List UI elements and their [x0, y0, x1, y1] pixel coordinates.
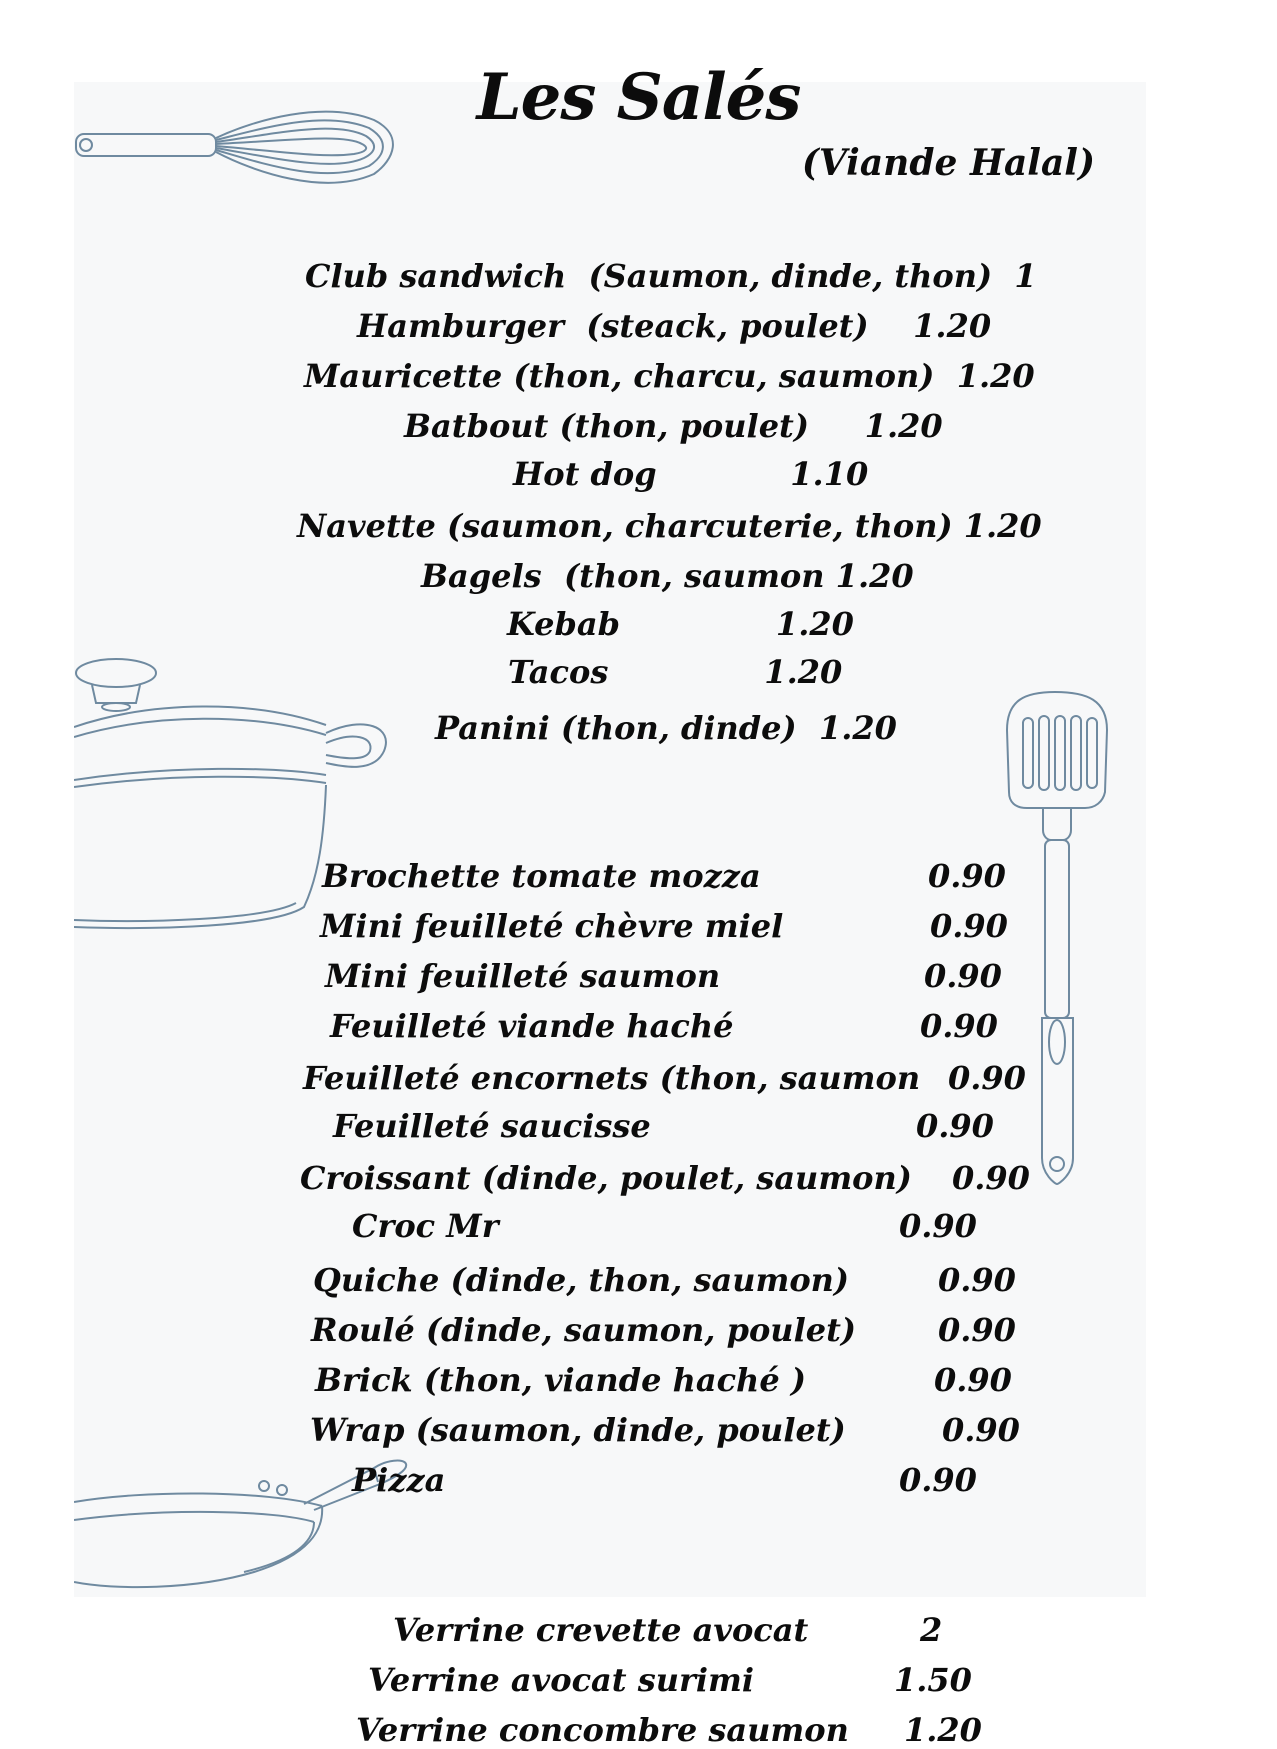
menu-item-price: 1.20	[904, 1711, 982, 1749]
spatula-icon	[995, 690, 1125, 1190]
menu-item: Hot dog 1.10	[513, 455, 869, 493]
menu-item-price: 0.90	[930, 907, 1008, 945]
page-subtitle: (Viande Halal)	[801, 142, 1095, 184]
menu-item-price: 0.90	[942, 1411, 1020, 1449]
menu-item-name: Mini feuilleté saumon	[325, 957, 721, 995]
menu-item-price: 1.50	[894, 1661, 972, 1699]
menu-item: Bagels (thon, saumon 1.20	[421, 557, 914, 595]
menu-item-price: 0.90	[938, 1261, 1016, 1299]
menu-item-name: Croc Mr	[352, 1207, 499, 1245]
menu-item: Panini (thon, dinde) 1.20	[435, 709, 897, 747]
menu-item: Club sandwich (Saumon, dinde, thon) 1	[305, 257, 1037, 295]
menu-item: Kebab 1.20	[507, 605, 854, 643]
menu-item-price: 0.90	[948, 1059, 1026, 1097]
menu-item-price: 0.90	[899, 1461, 977, 1499]
menu-item-name: Croissant (dinde, poulet, saumon)	[300, 1159, 912, 1197]
menu-item-name: Mini feuilleté chèvre miel	[320, 907, 784, 945]
menu-item-name: Quiche (dinde, thon, saumon)	[313, 1261, 850, 1299]
menu-item-price: 0.90	[952, 1159, 1030, 1197]
menu-item-name: Feuilleté viande haché	[330, 1007, 734, 1045]
menu-item-price: 0.90	[934, 1361, 1012, 1399]
page-title: Les Salés	[476, 60, 801, 135]
menu-item-price: 0.90	[916, 1107, 994, 1145]
menu-item-price: 0.90	[924, 957, 1002, 995]
menu-item-name: Wrap (saumon, dinde, poulet)	[310, 1411, 846, 1449]
menu-item-name: Feuilleté saucisse	[333, 1107, 651, 1145]
menu-item-price: 0.90	[928, 857, 1006, 895]
menu-item-name: Brochette tomate mozza	[322, 857, 761, 895]
menu-item-name: Verrine concombre saumon	[356, 1711, 849, 1749]
menu-item-price: 0.90	[920, 1007, 998, 1045]
menu-item-name: Feuilleté encornets (thon, saumon	[303, 1059, 921, 1097]
menu-item-name: Verrine crevette avocat	[393, 1611, 809, 1649]
menu-item-price: 2	[920, 1611, 943, 1649]
menu-item: Tacos 1.20	[508, 653, 843, 691]
menu-item-name: Brick (thon, viande haché )	[315, 1361, 806, 1399]
menu-item: Hamburger (steack, poulet) 1.20	[357, 307, 992, 345]
menu-item-name: Verrine avocat surimi	[368, 1661, 755, 1699]
menu-item-name: Roulé (dinde, saumon, poulet)	[311, 1311, 856, 1349]
menu-item-name: Pizza	[352, 1461, 446, 1499]
menu-item-price: 0.90	[899, 1207, 977, 1245]
menu-item: Mauricette (thon, charcu, saumon) 1.20	[304, 357, 1035, 395]
menu-item: Navette (saumon, charcuterie, thon) 1.20	[297, 507, 1042, 545]
menu-item: Batbout (thon, poulet) 1.20	[404, 407, 943, 445]
menu-item-price: 0.90	[938, 1311, 1016, 1349]
